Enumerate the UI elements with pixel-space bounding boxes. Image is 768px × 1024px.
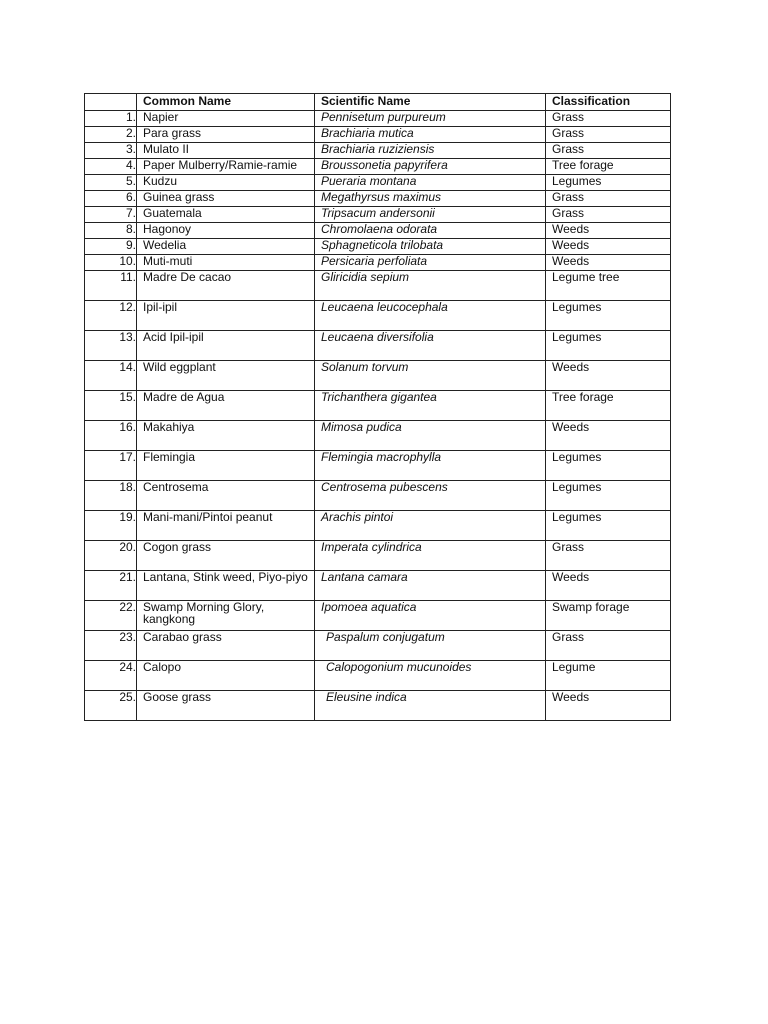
classification-cell: Weeds [546, 571, 671, 601]
common-name-cell: Calopo [137, 661, 315, 691]
classification-cell: Weeds [546, 361, 671, 391]
scientific-name-cell: Solanum torvum [315, 361, 546, 391]
header-common-name: Common Name [137, 94, 315, 111]
classification-cell: Tree forage [546, 159, 671, 175]
common-name-cell: Centrosema [137, 481, 315, 511]
header-classification: Classification [546, 94, 671, 111]
row-number: 15. [85, 391, 137, 421]
common-name-cell: Kudzu [137, 175, 315, 191]
common-name-cell: Muti-muti [137, 255, 315, 271]
classification-cell: Legumes [546, 175, 671, 191]
row-number: 2. [85, 127, 137, 143]
classification-cell: Legumes [546, 511, 671, 541]
scientific-name-cell: Mimosa pudica [315, 421, 546, 451]
row-number: 12. [85, 301, 137, 331]
common-name-cell: Para grass [137, 127, 315, 143]
common-name-cell: Ipil-ipil [137, 301, 315, 331]
row-number: 19. [85, 511, 137, 541]
table-row [85, 271, 671, 301]
scientific-name-cell: Leucaena leucocephala [315, 301, 546, 331]
common-name-cell: Paper Mulberry/Ramie-ramie [137, 159, 315, 175]
classification-cell: Tree forage [546, 391, 671, 421]
classification-cell: Grass [546, 191, 671, 207]
row-number: 5. [85, 175, 137, 191]
scientific-name-cell: Sphagneticola trilobata [315, 239, 546, 255]
row-number: 22. [85, 601, 137, 631]
common-name-cell: Swamp Morning Glory, kangkong [137, 601, 315, 631]
scientific-name-cell: Eleusine indica [315, 691, 546, 721]
table-row [85, 175, 671, 191]
scientific-name-cell: Leucaena diversifolia [315, 331, 546, 361]
table-row [85, 331, 671, 361]
row-number: 3. [85, 143, 137, 159]
table-row [85, 301, 671, 331]
scientific-name-cell: Ipomoea aquatica [315, 601, 546, 631]
classification-cell: Grass [546, 127, 671, 143]
table-row [85, 661, 671, 691]
table-row [85, 239, 671, 255]
classification-cell: Weeds [546, 421, 671, 451]
common-name-cell: Wild eggplant [137, 361, 315, 391]
classification-cell: Swamp forage [546, 601, 671, 631]
table-row [85, 451, 671, 481]
common-name-cell: Carabao grass [137, 631, 315, 661]
classification-cell: Weeds [546, 691, 671, 721]
common-name-cell: Madre de Agua [137, 391, 315, 421]
table-row [85, 631, 671, 661]
header-scientific-name: Scientific Name [315, 94, 546, 111]
scientific-name-cell: Centrosema pubescens [315, 481, 546, 511]
classification-cell: Legumes [546, 451, 671, 481]
species-table [84, 93, 671, 721]
row-number: 17. [85, 451, 137, 481]
table-row [85, 691, 671, 721]
table-row [85, 361, 671, 391]
scientific-name-cell: Lantana camara [315, 571, 546, 601]
common-name-cell: Acid Ipil-ipil [137, 331, 315, 361]
row-number: 16. [85, 421, 137, 451]
common-name-cell: Hagonoy [137, 223, 315, 239]
scientific-name-cell: Paspalum conjugatum [315, 631, 546, 661]
table-row [85, 481, 671, 511]
table-row [85, 111, 671, 127]
row-number: 20. [85, 541, 137, 571]
row-number: 13. [85, 331, 137, 361]
table-row [85, 127, 671, 143]
table-row [85, 143, 671, 159]
scientific-name-cell: Tripsacum andersonii [315, 207, 546, 223]
classification-cell: Legume tree [546, 271, 671, 301]
row-number: 4. [85, 159, 137, 175]
classification-cell: Weeds [546, 239, 671, 255]
row-number: 1. [85, 111, 137, 127]
common-name-cell: Mulato II [137, 143, 315, 159]
scientific-name-cell: Trichanthera gigantea [315, 391, 546, 421]
scientific-name-cell: Pennisetum purpureum [315, 111, 546, 127]
common-name-cell: Guatemala [137, 207, 315, 223]
classification-cell: Grass [546, 541, 671, 571]
common-name-cell: Goose grass [137, 691, 315, 721]
row-number: 6. [85, 191, 137, 207]
common-name-cell: Lantana, Stink weed, Piyo-piyo [137, 571, 315, 601]
common-name-cell: Guinea grass [137, 191, 315, 207]
header-number [85, 94, 137, 111]
table-header-row [85, 94, 671, 111]
row-number: 8. [85, 223, 137, 239]
classification-cell: Grass [546, 143, 671, 159]
scientific-name-cell: Imperata cylindrica [315, 541, 546, 571]
table-row [85, 571, 671, 601]
classification-cell: Grass [546, 207, 671, 223]
row-number: 9. [85, 239, 137, 255]
row-number: 7. [85, 207, 137, 223]
table-body [85, 111, 671, 721]
table-row [85, 223, 671, 239]
table-row [85, 207, 671, 223]
table-row [85, 391, 671, 421]
scientific-name-cell: Brachiaria ruziziensis [315, 143, 546, 159]
classification-cell: Weeds [546, 255, 671, 271]
scientific-name-cell: Chromolaena odorata [315, 223, 546, 239]
row-number: 14. [85, 361, 137, 391]
table-row [85, 421, 671, 451]
common-name-cell: Napier [137, 111, 315, 127]
classification-cell: Grass [546, 111, 671, 127]
table-row [85, 601, 671, 631]
table-row [85, 255, 671, 271]
common-name-cell: Wedelia [137, 239, 315, 255]
scientific-name-cell: Gliricidia sepium [315, 271, 546, 301]
row-number: 23. [85, 631, 137, 661]
table-row [85, 511, 671, 541]
scientific-name-cell: Broussonetia papyrifera [315, 159, 546, 175]
scientific-name-cell: Calopogonium mucunoides [315, 661, 546, 691]
common-name-cell: Cogon grass [137, 541, 315, 571]
row-number: 24. [85, 661, 137, 691]
row-number: 11. [85, 271, 137, 301]
row-number: 18. [85, 481, 137, 511]
row-number: 21. [85, 571, 137, 601]
classification-cell: Legume [546, 661, 671, 691]
scientific-name-cell: Persicaria perfoliata [315, 255, 546, 271]
common-name-cell: Flemingia [137, 451, 315, 481]
common-name-cell: Mani-mani/Pintoi peanut [137, 511, 315, 541]
table-row [85, 541, 671, 571]
row-number: 25. [85, 691, 137, 721]
classification-cell: Legumes [546, 481, 671, 511]
classification-cell: Legumes [546, 331, 671, 361]
common-name-cell: Makahiya [137, 421, 315, 451]
table-row [85, 191, 671, 207]
common-name-cell: Madre De cacao [137, 271, 315, 301]
table-row [85, 159, 671, 175]
classification-cell: Weeds [546, 223, 671, 239]
scientific-name-cell: Brachiaria mutica [315, 127, 546, 143]
row-number: 10. [85, 255, 137, 271]
scientific-name-cell: Flemingia macrophylla [315, 451, 546, 481]
classification-cell: Legumes [546, 301, 671, 331]
scientific-name-cell: Arachis pintoi [315, 511, 546, 541]
classification-cell: Grass [546, 631, 671, 661]
scientific-name-cell: Megathyrsus maximus [315, 191, 546, 207]
scientific-name-cell: Pueraria montana [315, 175, 546, 191]
